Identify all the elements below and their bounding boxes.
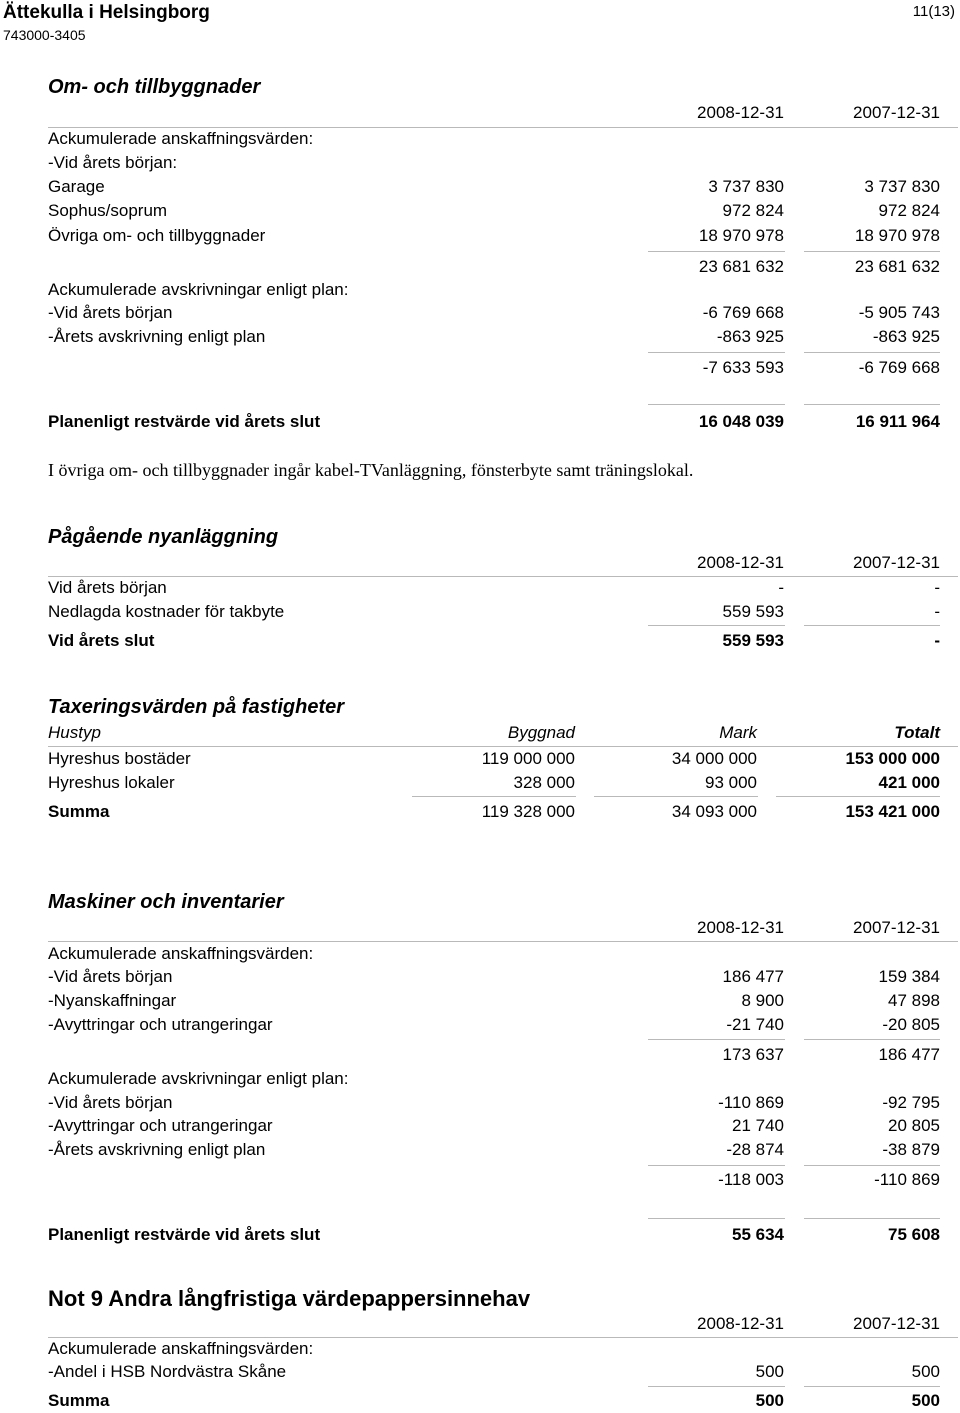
table-row [48, 578, 940, 600]
column-header-row [48, 553, 940, 575]
section-title-maskiner: Maskiner och inventarier [48, 891, 284, 913]
divider [48, 941, 958, 942]
sum-line [648, 1218, 785, 1219]
sum-line [648, 625, 785, 626]
table-row [48, 991, 940, 1013]
total-row [48, 631, 940, 653]
value-mark: 34 000 000 [671, 749, 757, 768]
value-2007: -6 769 668 [858, 358, 940, 377]
table-row [48, 1362, 940, 1384]
value-2008: -863 925 [716, 327, 784, 346]
value-2007: 18 970 978 [854, 226, 940, 245]
value-2008: 18 970 978 [698, 226, 784, 245]
table-row [48, 1015, 940, 1037]
row-label: -Vid årets början [48, 303, 173, 322]
row-label [48, 1069, 940, 1091]
page-number: 11(13) [912, 3, 955, 20]
table-row [48, 303, 940, 325]
value-mark: 93 000 [705, 773, 757, 792]
value-totalt: 153 000 000 [845, 749, 940, 768]
divider [48, 127, 958, 128]
sum-line [648, 1039, 785, 1040]
note-text: I övriga om- och tillbyggnader ingår kabel-TVanläggning, fönsterbyte samt träningslokal. [48, 460, 694, 480]
section-title-pagaende: Pågående nyanläggning [48, 526, 279, 548]
column-header-row [48, 723, 940, 745]
value-2008: 23 681 632 [698, 257, 784, 276]
row-label: Vid årets början [48, 578, 167, 597]
sum-line [412, 796, 576, 797]
row-label: -Avyttringar och utrangeringar [48, 1116, 273, 1135]
depreciation-label: Ackumulerade avskrivningar enligt plan: [48, 280, 349, 299]
value-byggnad: 328 000 [513, 773, 575, 792]
subtotal-row [48, 257, 940, 279]
value-2007: 972 824 [878, 201, 940, 220]
value-byggnad: 119 000 000 [481, 749, 575, 768]
depreciation-label: Ackumulerade avskrivningar enligt plan: [48, 1069, 349, 1088]
column-header-row [48, 103, 940, 125]
column-header-2008: 2008-12-31 [697, 103, 784, 122]
value-2008: -6 769 668 [702, 303, 784, 322]
table-row [48, 967, 940, 989]
column-header-row [48, 918, 940, 940]
column-header-2008: 2008-12-31 [697, 918, 784, 937]
organization-number: 743000-3405 [3, 27, 86, 43]
column-header-2008: 2008-12-31 [697, 1314, 784, 1333]
table-row [48, 602, 940, 624]
column-header-row [48, 1314, 940, 1336]
column-header-byggnad: Byggnad [507, 723, 575, 742]
sum-line [804, 1218, 940, 1219]
value-2008: 3 737 830 [708, 177, 784, 196]
value-2008: 186 477 [722, 967, 784, 986]
value-2008: 8 900 [741, 991, 784, 1010]
divider [48, 576, 958, 577]
table-row [48, 749, 940, 771]
row-label: Hyreshus bostäder [48, 749, 191, 768]
column-header-2007: 2007-12-31 [853, 553, 940, 572]
organization-name: Ättekulla i Helsingborg [3, 2, 210, 23]
row-label: -Avyttringar och utrangeringar [48, 1015, 273, 1034]
section-title-om-tillbyggnader: Om- och tillbyggnader [48, 76, 261, 98]
value-2007: 75 608 [888, 1225, 940, 1244]
column-header-2008: 2008-12-31 [697, 553, 784, 572]
row-label: Övriga om- och tillbyggnader [48, 226, 266, 245]
table-row [48, 1140, 940, 1162]
section-title-taxering: Taxeringsvärden på fastigheter [48, 696, 345, 718]
table-row [48, 201, 940, 223]
table-row [48, 773, 940, 795]
value-2008: 559 593 [722, 631, 784, 650]
row-label: Summa [48, 802, 110, 821]
row-label: Nedlagda kostnader för takbyte [48, 602, 285, 621]
subtotal-row [48, 358, 940, 380]
sum-line [648, 251, 785, 252]
column-header-hustyp: Hustyp [48, 723, 101, 742]
sum-line [594, 796, 758, 797]
value-2008: -118 003 [718, 1170, 784, 1189]
sum-line [804, 1165, 940, 1166]
column-header-totalt: Totalt [894, 723, 940, 742]
sum-line [648, 352, 785, 353]
table-row [48, 1116, 940, 1138]
sum-line [804, 404, 940, 405]
divider [48, 746, 958, 747]
value-2007: - [934, 602, 940, 621]
value-2008: 559 593 [722, 602, 784, 621]
sum-line [776, 796, 940, 797]
sum-line [804, 1386, 940, 1387]
total-row [48, 1225, 940, 1247]
value-2007: 186 477 [878, 1045, 940, 1064]
row-label: -Andel i HSB Nordvästra Skåne [48, 1362, 287, 1381]
row-label: Vid årets slut [48, 631, 155, 650]
value-2008: 500 [755, 1391, 784, 1410]
value-2007: -20 805 [882, 1015, 940, 1034]
sum-line [648, 404, 785, 405]
acquisition-label: Ackumulerade anskaffningsvärden: [48, 1339, 314, 1358]
value-2008: 500 [755, 1362, 784, 1381]
note-9-title: Not 9 Andra långfristiga värdepappersinnehav [48, 1286, 531, 1311]
value-2008: 55 634 [732, 1225, 784, 1244]
sum-line [804, 251, 940, 252]
sum-line [648, 1386, 785, 1387]
sum-line [804, 352, 940, 353]
value-2007: -110 869 [874, 1170, 940, 1189]
row-label: Garage [48, 177, 105, 196]
sum-line [804, 625, 940, 626]
acquisition-label: Ackumulerade anskaffningsvärden: [48, 944, 314, 963]
row-label: -Vid årets början [48, 967, 173, 986]
value-totalt: 421 000 [878, 773, 940, 792]
column-header-2007: 2007-12-31 [853, 103, 940, 122]
row-label: -Nyanskaffningar [48, 991, 177, 1010]
value-2007: 500 [911, 1391, 940, 1410]
column-header-2007: 2007-12-31 [853, 918, 940, 937]
subtotal-row [48, 1170, 940, 1192]
value-2008: 972 824 [722, 201, 784, 220]
row-label: Planenligt restvärde vid årets slut [48, 412, 321, 431]
value-2007: 3 737 830 [864, 177, 940, 196]
value-2008: 21 740 [732, 1116, 784, 1135]
value-2007: -92 795 [882, 1093, 940, 1112]
total-row [48, 802, 940, 824]
value-2008: -110 869 [718, 1093, 784, 1112]
value-2008: -28 874 [726, 1140, 784, 1159]
row-label: Summa [48, 1391, 110, 1410]
total-row [48, 1391, 940, 1413]
row-label: Hyreshus lokaler [48, 773, 175, 792]
value-2008: - [778, 578, 784, 597]
row-label [48, 944, 940, 966]
row-label [48, 280, 940, 302]
value-2008: -21 740 [726, 1015, 784, 1034]
value-2008: 16 048 039 [698, 412, 784, 431]
divider [48, 1337, 958, 1338]
value-mark: 34 093 000 [671, 802, 757, 821]
row-label: -Årets avskrivning enligt plan [48, 327, 266, 346]
row-label: -Årets avskrivning enligt plan [48, 1140, 266, 1159]
value-2007: 16 911 964 [855, 412, 940, 431]
table-row [48, 1093, 940, 1115]
value-2007: 500 [911, 1362, 940, 1381]
total-row [48, 412, 940, 434]
value-byggnad: 119 328 000 [481, 802, 575, 821]
value-2007: -5 905 743 [858, 303, 940, 322]
value-2007: -863 925 [872, 327, 940, 346]
column-header-mark: Mark [719, 723, 757, 742]
row-label [48, 153, 940, 175]
row-label: Planenligt restvärde vid årets slut [48, 1225, 321, 1244]
row-label [48, 1339, 940, 1361]
row-label [48, 129, 940, 151]
subtotal-row [48, 1045, 940, 1067]
sum-line [648, 1165, 785, 1166]
value-2008: -7 633 593 [702, 358, 784, 377]
sum-line [804, 1039, 940, 1040]
row-label: Sophus/soprum [48, 201, 168, 220]
row-label: -Vid årets början [48, 1093, 173, 1112]
value-2007: 23 681 632 [854, 257, 940, 276]
value-2007: 159 384 [878, 967, 940, 986]
table-row [48, 327, 940, 349]
value-2007: -38 879 [882, 1140, 940, 1159]
value-totalt: 153 421 000 [845, 802, 940, 821]
value-2007: 20 805 [888, 1116, 940, 1135]
value-2007: 47 898 [888, 991, 940, 1010]
table-row [48, 177, 940, 199]
column-header-2007: 2007-12-31 [853, 1314, 940, 1333]
value-2008: 173 637 [722, 1045, 784, 1064]
acquisition-label: Ackumulerade anskaffningsvärden: [48, 129, 314, 148]
value-2007: - [934, 631, 940, 650]
start-label: -Vid årets början: [48, 153, 178, 172]
value-2007: - [934, 578, 940, 597]
table-row [48, 226, 940, 248]
